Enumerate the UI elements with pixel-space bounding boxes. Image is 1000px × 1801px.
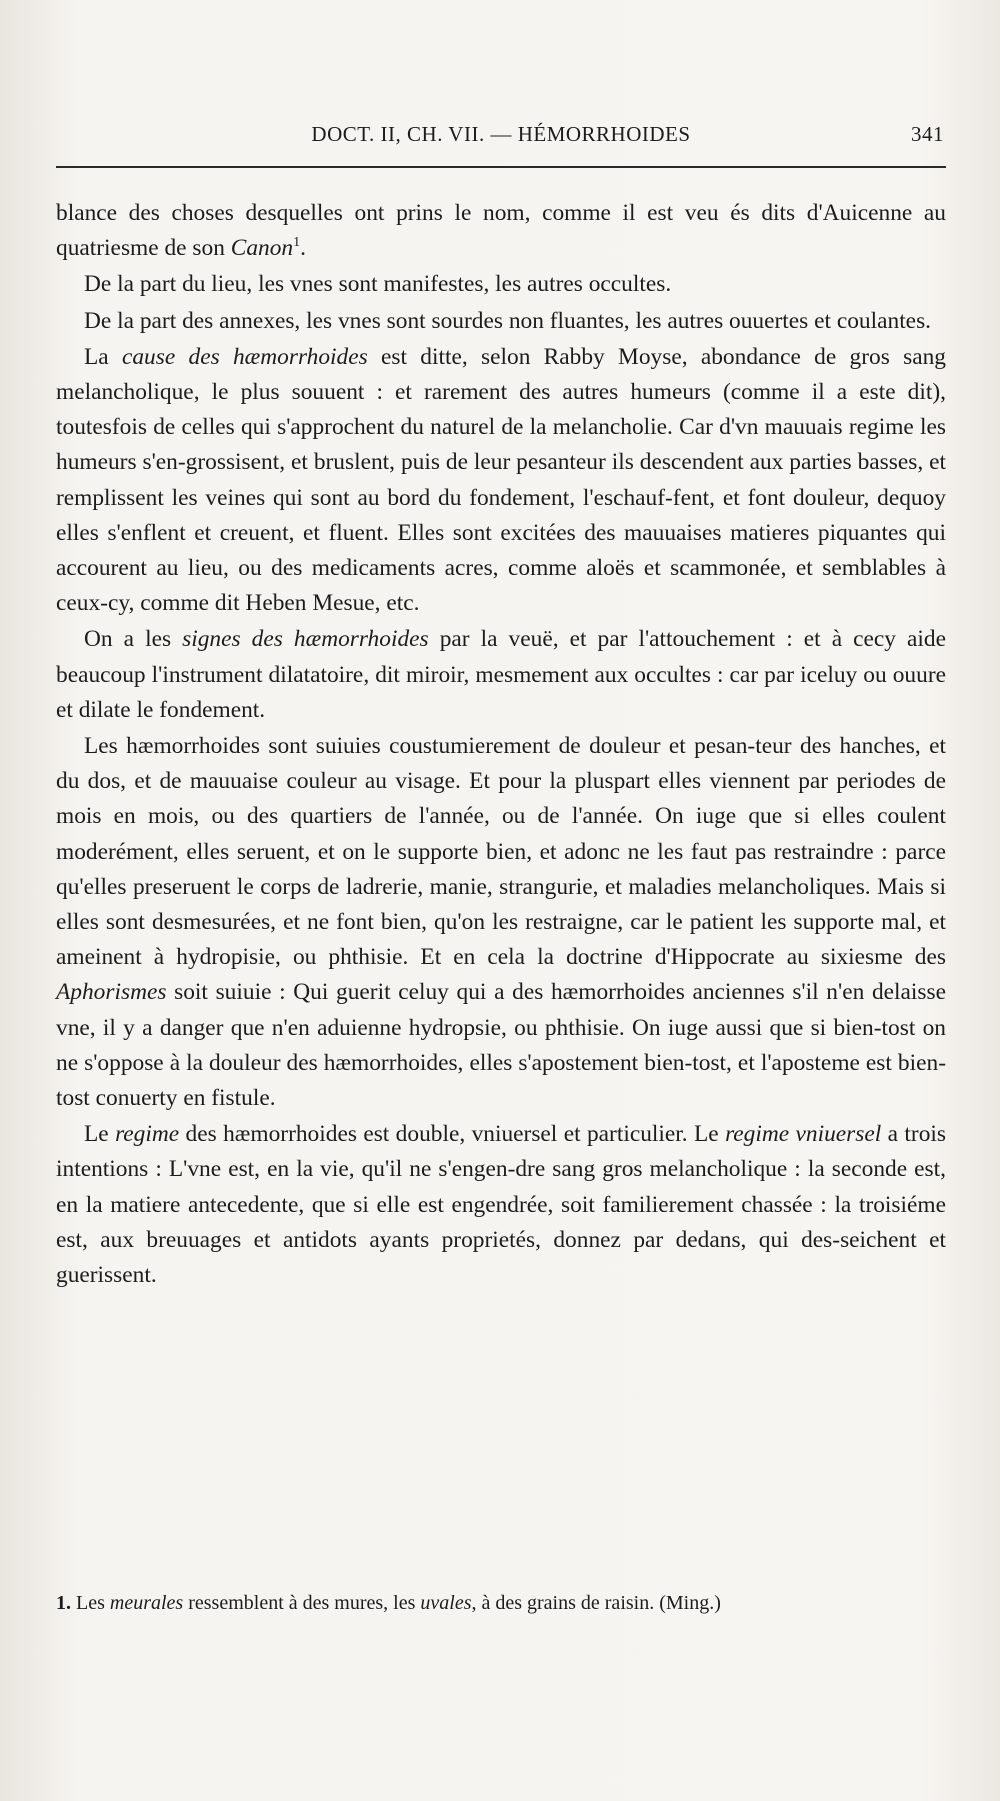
italic-text: regime	[115, 1121, 180, 1148]
italic-text: signes des hæmorrhoides	[182, 626, 429, 653]
body-text	[56, 196, 946, 1294]
italic-text: cause des hæmorrhoides	[121, 343, 368, 370]
page-number: 341	[911, 122, 944, 146]
text-run: .	[300, 235, 306, 262]
italic-text: Aphorismes	[56, 979, 167, 1006]
text-run: a trois intentions : L'vne est, en la vie, qu'il ne s'engen-dre sang gros melancholique : la seconde est, en la matiere antecedente, que si elle est engendrée, soit familierement chassée : la troisiéme est, aux breuuages et antidots ayants proprietés, donnez par dedans, qui des-seichent et guerissent.	[56, 1121, 947, 1289]
paragraph	[56, 196, 946, 266]
footnote-ref: 1	[293, 235, 301, 251]
header-rule	[56, 166, 946, 168]
text-run: De la part du lieu, les vnes sont manifestes, les autres occultes.	[84, 271, 672, 298]
text-run: est ditte, selon Rabby Moyse, abondance de gros sang melancholique, le plus souuent : et rarement des autres humeurs (comme il a este dit), toutesfois de celles qui s'approchent du naturel de la melancholie. Car d'vn mauuais regime les humeurs s'en-grossisent, et bruslent, puis de leur pesanteur ils descendent aux parties basses, et remplissent les veines qui sont au bord du fondement, l'eschauf-fent, et font douleur, dequoy elles s'enflent et creuent, et fluent. Elles sont excitées des mauuaises matieres piquantes qui accourent au lieu, ou des medicaments acres, comme aloës et scammonée, et semblables à ceux-cy, comme dit Heben Mesue, etc.	[56, 343, 946, 617]
footnote-text	[71, 1592, 721, 1614]
paragraph	[56, 729, 946, 1116]
footnote-number: 1.	[56, 1592, 71, 1614]
paragraph	[56, 622, 946, 728]
text-run: Les	[71, 1592, 110, 1614]
footnote	[56, 1590, 946, 1617]
paragraph	[56, 1117, 946, 1293]
italic-text: regime vniuersel	[725, 1121, 882, 1148]
text-run: On a les	[84, 626, 183, 653]
text-run: Le	[84, 1121, 116, 1148]
text-run: De la part des annexes, les vnes sont sourdes non fluantes, les autres ouuertes et coulantes.	[84, 307, 932, 334]
paragraph	[56, 267, 946, 302]
italic-text: meurales	[109, 1592, 184, 1614]
text-run: Les hæmorrhoides sont suiuies coustumierement de douleur et pesan-teur des hanches, et du dos, et de mauuaise couleur au visage. Et pour la pluspart elles viennent par periodes de mois en mois, ou des quartiers de l'année, ou de l'année. On iuge que si elles coulent moderément, elles seruent, et on le supporte bien, et adonc ne les faut pas restraindre : parce qu'elles preseruent le corps de ladrerie, manie, strangurie, et maladies melancholiques. Mais si elles sont desmesurées, et ne font bien, qu'on les restraigne, car le patient les supporte mal, et ameinent à hydropisie, ou phthisie. Et en cela la doctrine d'Hippocrate au sixiesme des	[56, 733, 946, 971]
text-run: ressemblent à des mures, les	[183, 1592, 421, 1614]
text-run: des hæmorrhoides est double, vniuersel et particulier. Le	[179, 1121, 726, 1148]
text-run: blance des choses desquelles ont prins le nom, comme il est veu és dits d'Auicenne au quatriesme de son	[56, 200, 946, 262]
running-header	[56, 118, 946, 148]
italic-text: Canon	[230, 235, 294, 262]
paragraph	[56, 304, 946, 339]
text-run: , à des grains de raisin. (Ming.)	[471, 1592, 721, 1614]
paragraph	[56, 340, 946, 622]
text-run: soit suiuie : Qui guerit celuy qui a des hæmorrhoides anciennes s'il n'en delaisse vne, il y a danger que n'en aduienne hydropsie, ou phthisie. On iuge aussi que si bien-tost on ne s'oppose à la douleur des hæmorrhoides, elles s'apostement bien-tost, et l'aposteme est bien-tost conuerty en fistule.	[56, 979, 946, 1112]
text-run: La	[84, 343, 122, 370]
text-run: par la veuë, et par l'attouchement : et à cecy aide beaucoup l'instrument dilatatoire, dit miroir, mesmement aux occultes : car par iceluy ou ouure et dilate le fondement.	[56, 626, 947, 723]
italic-text: uvales	[420, 1592, 472, 1614]
running-title: DOCT. II, CH. VII. — HÉMORRHOIDES	[311, 122, 691, 146]
